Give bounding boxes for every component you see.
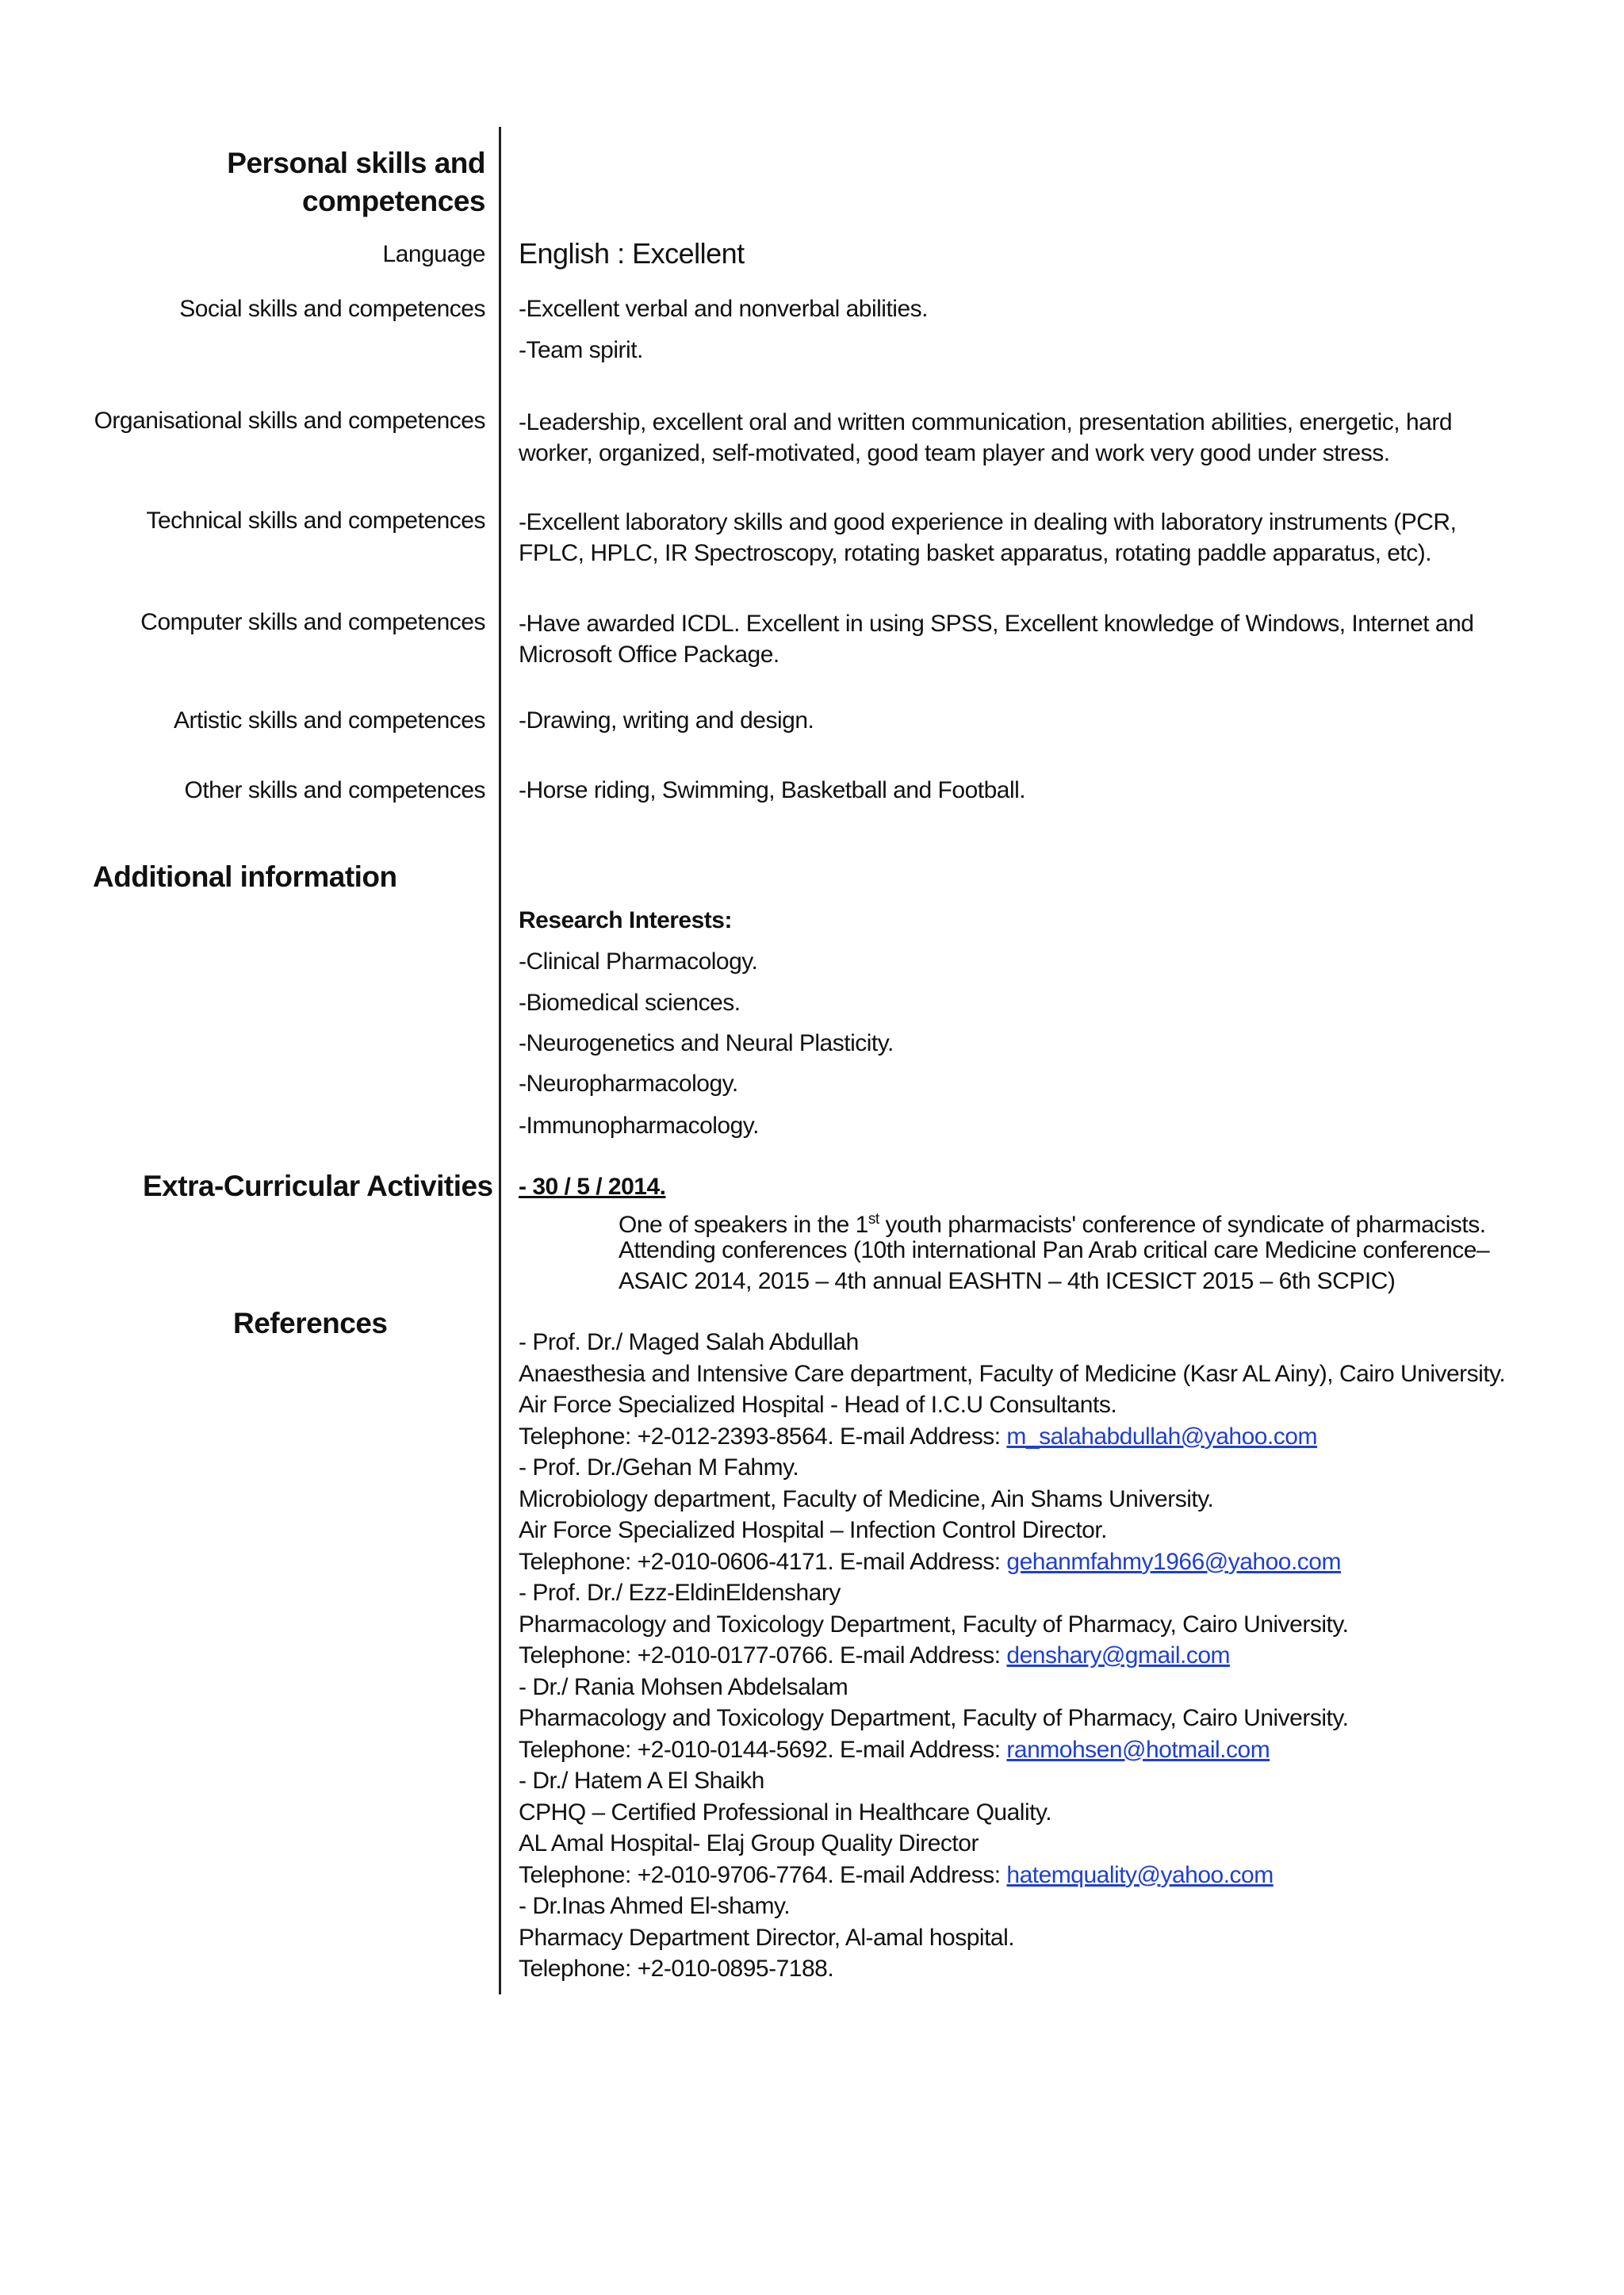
activity-line-1-rest: youth pharmacists' conference of syndicate of pharmacists. — [879, 1212, 1486, 1238]
ordinal-suffix: st — [868, 1211, 879, 1228]
reference-entry — [519, 1891, 1549, 1985]
computer-skills-text: -Have awarded ICDL. Excellent in using SPSS, Excellent knowledge of Windows, Internet and Microsoft Office Package. — [519, 611, 1474, 668]
reference-email-link[interactable]: hatemquality@yahoo.com — [1006, 1861, 1274, 1888]
section-heading-references: References — [233, 1307, 388, 1339]
reference-name: - Dr./ Rania Mohsen Abdelsalam — [519, 1673, 848, 1700]
other-skills-label: Other skills and competences — [184, 777, 485, 803]
reference-detail: Microbiology department, Faculty of Medicine, Ain Shams University. — [519, 1485, 1214, 1512]
social-skills-label: Social skills and competences — [179, 296, 485, 322]
reference-contact — [519, 1546, 1549, 1578]
social-skills-line-2: -Team spirit. — [519, 337, 643, 363]
activity-line-1-text: One of speakers in the 1 — [619, 1212, 868, 1238]
reference-email-link[interactable]: ranmohsen@hotmail.com — [1006, 1736, 1270, 1763]
reference-phone: Telephone: +2-010-9706-7764. E-mail Address: — [519, 1861, 1007, 1888]
research-interests-title: Research Interests: — [519, 907, 732, 933]
section-heading-extra-curricular: Extra-Curricular Activities — [143, 1170, 493, 1202]
reference-entry — [519, 1327, 1549, 1452]
technical-skills-text: -Excellent laboratory skills and good experience in dealing with laboratory instruments (PCR, FPLC, HPLC, IR Spectroscopy, rotating basket apparatus, rotating paddle apparatus, etc). — [519, 509, 1457, 566]
reference-detail: Anaesthesia and Intensive Care department, Faculty of Medicine (Kasr AL Ainy), Cairo University. — [519, 1360, 1506, 1387]
organisational-skills-text: -Leadership, excellent oral and written communication, presentation abilities, energetic, hard worker, organized, self-motivated, good team player and work very good under stress. — [519, 409, 1453, 466]
reference-contact: Telephone: +2-010-0895-7188. — [519, 1956, 834, 1982]
other-skills-text: -Horse riding, Swimming, Basketball and Football. — [519, 777, 1026, 803]
reference-entry — [519, 1577, 1549, 1672]
activity-date: - 30 / 5 / 2014. — [519, 1174, 666, 1200]
activity-line-2: Attending conferences (10th international Pan Arab critical care Medicine conference– — [619, 1237, 1490, 1263]
reference-phone: Telephone: +2-012-2393-8564. E-mail Address: — [519, 1423, 1007, 1450]
reference-email-link[interactable]: denshary@gmail.com — [1006, 1642, 1230, 1669]
reference-detail: AL Amal Hospital- Elaj Group Quality Director — [519, 1830, 979, 1856]
computer-skills-label: Computer skills and competences — [140, 609, 485, 635]
reference-detail: CPHQ – Certified Professional in Healthcare Quality. — [519, 1799, 1052, 1826]
research-item: -Clinical Pharmacology. — [519, 948, 758, 975]
references-list — [519, 1327, 1549, 1985]
column-divider — [499, 127, 501, 1994]
reference-email-link[interactable]: gehanmfahmy1966@yahoo.com — [1006, 1548, 1341, 1575]
reference-contact — [519, 1421, 1549, 1453]
research-item: -Immunopharmacology. — [519, 1113, 759, 1139]
technical-skills-label: Technical skills and competences — [146, 508, 485, 534]
activity-line-3: ASAIC 2014, 2015 – 4th annual EASHTN – 4th ICESICT 2015 – 6th SCPIC) — [619, 1268, 1396, 1294]
reference-detail: Pharmacy Department Director, Al-amal hospital. — [519, 1924, 1015, 1951]
section-heading-additional-info: Additional information — [93, 860, 397, 893]
social-skills-line-1: -Excellent verbal and nonverbal abilities. — [519, 296, 928, 322]
artistic-skills-text: -Drawing, writing and design. — [519, 707, 814, 734]
reference-phone: Telephone: +2-010-0606-4171. E-mail Address: — [519, 1548, 1007, 1575]
reference-phone: Telephone: +2-010-0144-5692. E-mail Address: — [519, 1736, 1007, 1763]
reference-entry — [519, 1672, 1549, 1766]
organisational-skills-label: Organisational skills and competences — [94, 408, 485, 434]
reference-phone: Telephone: +2-010-0177-0766. E-mail Address: — [519, 1642, 1007, 1669]
reference-detail: Pharmacology and Toxicology Department, Faculty of Pharmacy, Cairo University. — [519, 1705, 1349, 1731]
research-item: -Biomedical sciences. — [519, 990, 741, 1016]
research-item: -Neuropharmacology. — [519, 1071, 738, 1097]
reference-email-link[interactable]: m_salahabdullah@yahoo.com — [1006, 1423, 1317, 1450]
reference-contact — [519, 1640, 1549, 1672]
reference-entry — [519, 1452, 1549, 1577]
reference-name: - Prof. Dr./Gehan M Fahmy. — [519, 1454, 799, 1481]
reference-name: - Prof. Dr./ Ezz-EldinEldenshary — [519, 1580, 841, 1606]
section-heading-personal-skills — [224, 144, 485, 220]
reference-name: - Dr./ Hatem A El Shaikh — [519, 1768, 764, 1794]
reference-detail: Pharmacology and Toxicology Department, Faculty of Pharmacy, Cairo University. — [519, 1611, 1349, 1638]
personal-skills-title: Personal skills and competences — [227, 147, 485, 217]
reference-entry — [519, 1765, 1549, 1891]
language-label: Language — [382, 241, 485, 267]
reference-name: - Prof. Dr./ Maged Salah Abdullah — [519, 1329, 859, 1355]
reference-name: - Dr.Inas Ahmed El-shamy. — [519, 1893, 791, 1919]
reference-contact — [519, 1860, 1549, 1891]
research-item: -Neurogenetics and Neural Plasticity. — [519, 1030, 894, 1056]
reference-detail: Air Force Specialized Hospital – Infection Control Director. — [519, 1517, 1108, 1543]
reference-detail: Air Force Specialized Hospital - Head of I.C.U Consultants. — [519, 1392, 1117, 1418]
language-value: English : Excellent — [519, 237, 745, 270]
reference-contact — [519, 1734, 1549, 1766]
artistic-skills-label: Artistic skills and competences — [174, 707, 485, 734]
